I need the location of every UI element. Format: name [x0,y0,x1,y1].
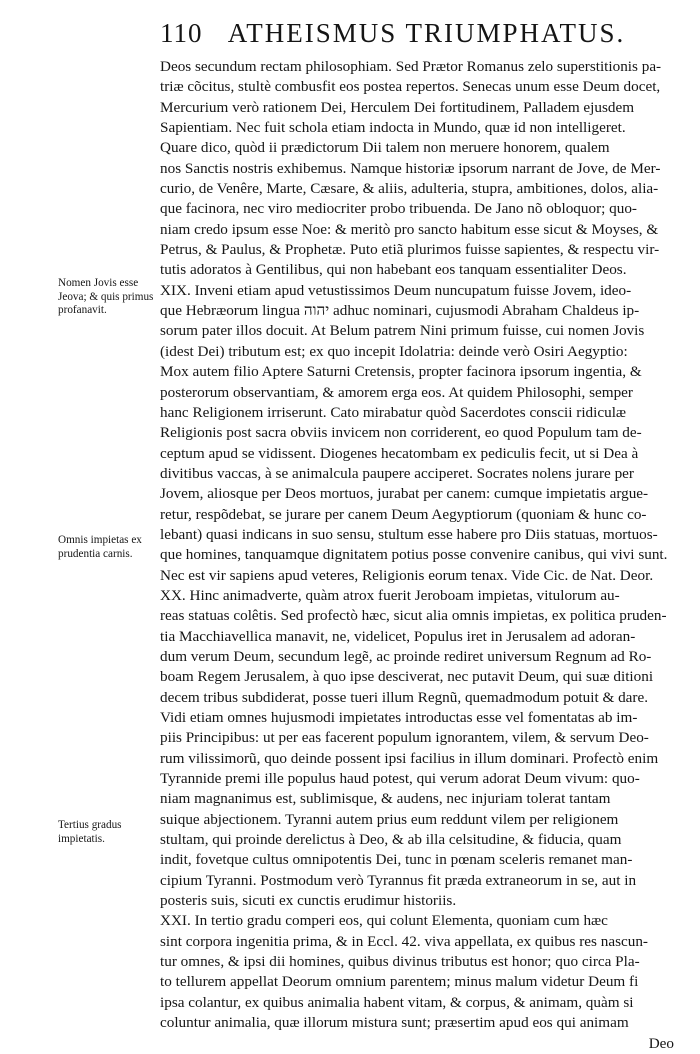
text-line: niam credo ipsum esse Noe: & meritò pro sancto habitum esse sicut & Moyses, & [160,220,659,238]
text-line: Vidi etiam omnes hujusmodi impietates introductas esse vel fomentatas ab im- [160,709,638,726]
text-line: tutis adoratos à Gentilibus, qui non habebant eos tanquam essentialiter Deos. [160,261,627,279]
body-text [160,57,680,1054]
text-line: coluntur animalia, quæ illorum mistura sunt; præsertim apud eos qui animam [160,1014,629,1032]
running-head [160,18,680,54]
margin-note-jovis: Nomen Jovis esse Jeova; & quis primus profanavit. [58,277,154,316]
text-line: sorum pater illos docuit. At Belum patrem Nini primum fuisse, cui nomen Jovis [160,322,645,340]
text-line: rum vilissimorũ, quo deinde possent ipsi facilius in illum dominari. Profectò enim [160,749,659,767]
text-line: Tyrannide premi ille populus haud potest, qui verum adorat Deum vivum: quo- [160,770,640,788]
text-line: niam magnanimus est, sublimisque, & audens, nec injuriam tolerat tantam [160,790,611,808]
text-line: decem tribus subdiderat, posse tueri illum Regnũ, quemadmodum potuit & dare. [160,688,649,706]
text-line: retur, respõdebat, se jurare per canem Deum Aegyptiorum (quoniam & hunc co- [160,505,647,523]
text-line: XXI. In tertio gradu comperi eos, qui colunt Elementa, quoniam cum hæc [160,912,608,930]
text-line: Sapientiam. Nec fuit schola etiam indocta in Mundo, quæ id non intelligeret. [160,119,626,137]
text-line: (idest Dei) tributum est; ex quo incepit Idolatria: deinde verò Osiri Aegyptio: [160,342,628,360]
text-line: indit, fovetque cultus omnipotentis Dei, tunc in pœnam sceleris remanet man- [160,851,633,869]
text-line: to tellurem appellat Deorum omnium parentem; minus malum videtur Deum fi [160,973,639,991]
text-line: triæ cõcitus, stultè combusfit eos postea repertos. Senecas unum esse Deum docet, [160,78,661,96]
text-line: stultam, qui proinde derelictus à Deo, & ab illa celsitudine, & fiducia, quam [160,831,622,849]
text-line: nos Sanctis nostris exhibemus. Namque historiæ ipsorum narrant de Jove, de Mer- [160,159,661,177]
text-line: divitibus vaccas, à se animalcula paupere acciperet. Socrates nolens jurare per [160,464,634,482]
text-line: reas statuas colêtis. Sed profectò hæc, sicut alia omnis impietas, ex politica pruden- [160,607,667,625]
text-line: Nec est vir sapiens apud veteres, Religionis eorum tenax. Vide Cic. de Nat. Deor. [160,566,654,584]
page-number: 110 [160,18,203,48]
text-line: posterorum observantiam, & amorem erga eos. At quidem Philosophi, semper [160,383,633,401]
text-line: sint corpora ingenitia prima, & in Eccl. 42. viva appellata, ex quibus res nascun- [160,932,648,950]
text-line: boam Regem Jerusalem, à quo ipse desciverat, nec putavit Deum, qui suæ ditioni [160,668,654,686]
text-line: tia Macchiavellica manavit, ne, videlicet, Populus iret in Jerusalem ad adoran- [160,627,636,645]
text-line: ipsa colantur, ex quibus animalia habent vitam, & corpus, & animam, quàm si [160,993,634,1011]
catchword: Deo [648,1034,674,1052]
text-line: posteris suis, sicuti ex cunctis erudimur historiis. [160,892,457,910]
text-line: cipium Tyranni. Postmodum verò Tyrannus fit præda extraneorum in se, aut in [160,871,637,889]
text-line: curio, de Venêre, Marte, Cæsare, & aliis, adulteria, stupra, ambitiones, dolos, alia- [160,180,659,198]
text-line: que Hebræorum lingua יהוה adhuc nominari, cujusmodi Abraham Chaldeus ip- [160,302,640,320]
text-line: XX. Hinc animadverte, quàm atrox fuerit Jeroboam impietas, vitulorum au- [160,586,620,604]
text-line: suique abjectionem. Tyranni autem prius eum reddunt vilem per religionem [160,810,619,828]
text-line: hanc Religionem irriserunt. Cato mirabatur quòd Sacerdotes conscii ridiculæ [160,403,627,421]
text-line: que facinora, nec viro mediocriter probo tribuenda. De Jano nõ obloquor; quo- [160,200,637,218]
text-line: dum verum Deum, secundum legẽ, ac proinde rediret universum Regnum ad Ro- [160,647,652,665]
running-title: ATHEISMUS TRIUMPHATUS. [227,18,626,48]
text-line: XIX. Inveni etiam apud vetustissimos Deum nuncupatum fuisse Jovem, ideo- [160,281,632,299]
margin-note-impietas: Omnis impietas ex prudentia carnis. [58,534,142,560]
text-line: piis Principibus: ut per eas facerent populum ignorantem, vilem, & servum Deo- [160,729,649,747]
text-line: Deos secundum rectam philosophiam. Sed Prætor Romanus zelo superstitionis pa- [160,58,662,75]
margin-note-tertius-gradus: Tertius gradus impietatis. [58,819,122,845]
text-line: que homines, tanquamque dignitatem potius posse convenire canibus, qui vivi sunt. [160,546,668,564]
text-line: tur omnes, & ipsi dii homines, quibus divinus tributus est honor; quo circa Pla- [160,953,640,971]
text-line: Petrus, & Paulus, & Prophetæ. Puto etiã plurimos fuisse sapientes, & respectu vir- [160,241,660,259]
text-line: Mox autem filio Aptere Saturni Cretensis, propter facinora ipsorum ingentia, & [160,363,642,381]
text-line: Quare dico, quòd ii prædictorum Dii talem non meruere honorem, qualem [160,139,610,157]
text-line: lebant) quasi indicans in suo sensu, stultum esse habere pro Diis statuas, mortuos- [160,525,658,543]
text-line: Religionis post sacra obviis invicem non corriderent, eo quod Populum tam de- [160,424,642,442]
text-line: ceptum apud se vidissent. Diogenes hecatombam ex pediculis fecit, ut si Dea à [160,444,639,462]
text-line: Mercurium verò rationem Dei, Herculem Dei fortitudinem, Palladem ejusdem [160,98,635,116]
text-line: Jovem, aliosque per Deos mortuos, jurabat per canem: cumque impietatis argue- [160,485,649,503]
